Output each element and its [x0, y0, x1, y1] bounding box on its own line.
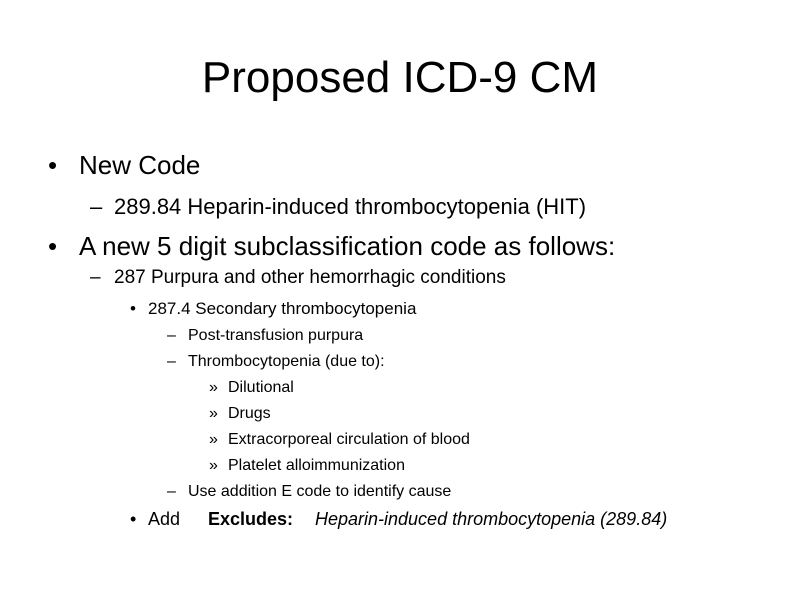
bullet-dot-icon: • — [48, 231, 58, 261]
bullet-new-code: New Code — [79, 150, 201, 180]
bullet-excludes-label: Excludes: — [208, 509, 294, 529]
bullet-platelet-alloimmunization: Platelet alloimmunization — [228, 457, 405, 474]
chevron-right-icon: » — [209, 431, 218, 448]
bullet-excludes-text: Heparin-induced thrombocytopenia (289.84) — [315, 509, 668, 529]
bullet-thrombocytopenia-due-to: Thrombocytopenia (due to): — [188, 353, 385, 370]
bullet-post-transfusion: Post-transfusion purpura — [188, 327, 364, 344]
bullet-use-e-code: Use addition E code to identify cause — [188, 483, 452, 500]
bullet-dash-icon: – — [167, 327, 176, 344]
bullet-code-287: 287 Purpura and other hemorrhagic conditions — [114, 267, 506, 288]
chevron-right-icon: » — [209, 405, 218, 422]
bullet-dash-icon: – — [167, 353, 176, 370]
bullet-drugs: Drugs — [228, 405, 271, 422]
bullet-dash-icon: – — [90, 194, 103, 219]
chevron-right-icon: » — [209, 379, 218, 396]
bullet-subclassification: A new 5 digit subclassification code as follows: — [79, 231, 616, 261]
bullet-dot-icon: • — [130, 299, 136, 318]
bullet-dash-icon: – — [90, 267, 101, 288]
chevron-right-icon: » — [209, 457, 218, 474]
bullet-add-prefix: Add — [148, 509, 181, 529]
bullet-code-289-84: 289.84 Heparin-induced thrombocytopenia (HIT) — [114, 194, 587, 219]
bullet-dot-icon: • — [48, 150, 58, 180]
bullet-code-287-4: 287.4 Secondary thrombocytopenia — [148, 299, 417, 318]
bullet-dash-icon: – — [167, 483, 176, 500]
bullet-dilutional: Dilutional — [228, 379, 294, 396]
bullet-extracorporeal: Extracorporeal circulation of blood — [228, 431, 470, 448]
bullet-dot-icon: • — [130, 509, 137, 529]
slide-title: Proposed ICD-9 CM — [201, 53, 599, 102]
